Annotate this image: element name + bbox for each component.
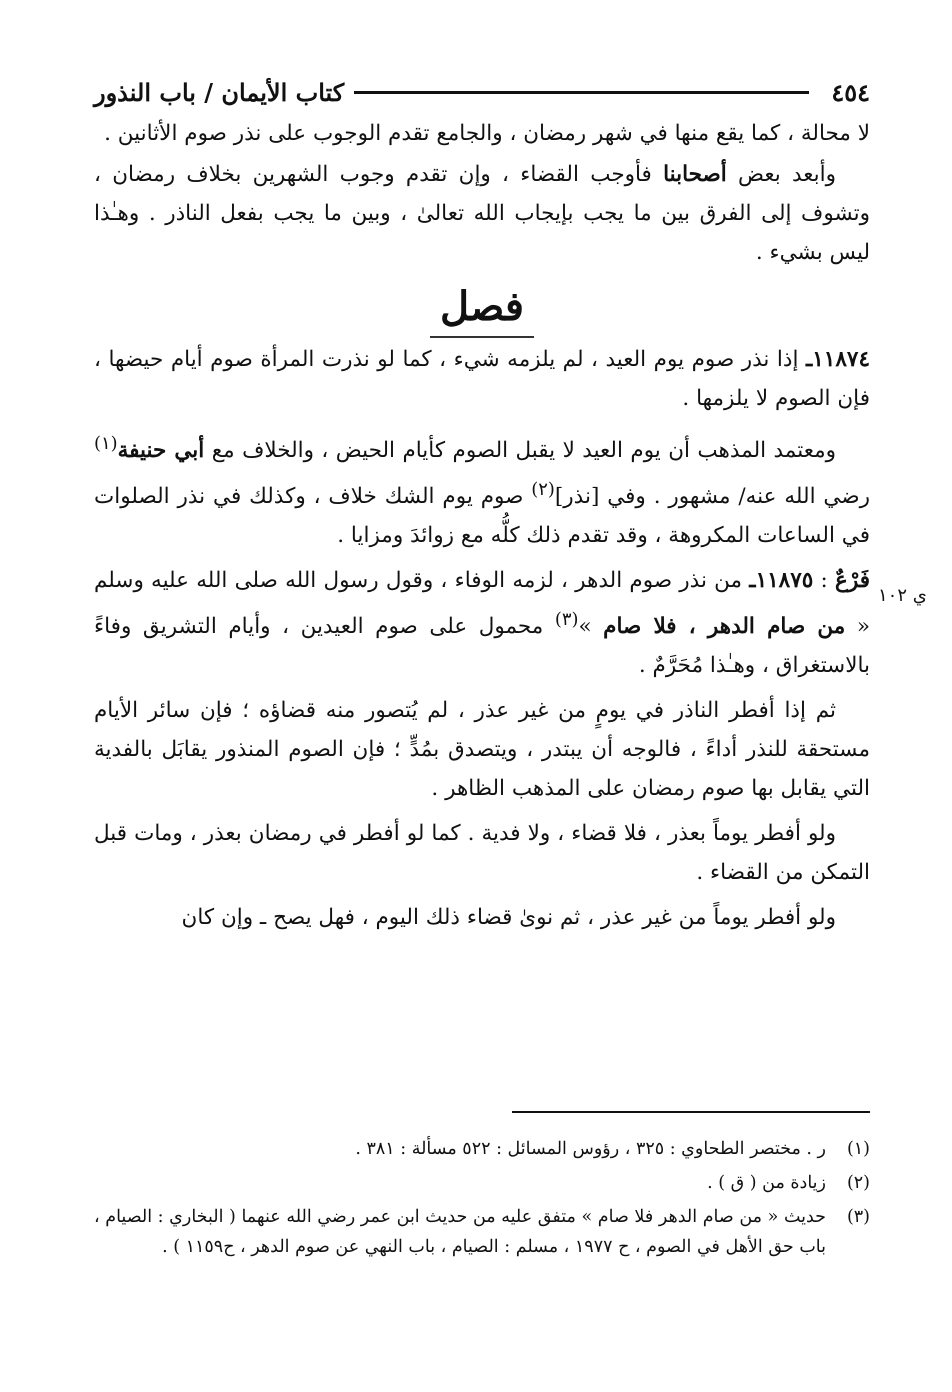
paragraph-7: ولو أفطر يوماً بعذر ، فلا قضاء ، ولا فدية . كما لو أفطر في رمضان بعذر ، ومات قبل التمكن من القضاء . <box>94 821 870 886</box>
paragraph-1: لا محالة ، كما يقع منها في شهر رمضان ، والجامع تقدم الوجوب على نذر صوم الأثانين . <box>104 121 870 146</box>
footnote: (٣) حديث « من صام الدهر فلا صام » متفق عليه من حديث ابن عمر رضي الله عنهما ( البخاري : الصيام ، باب حق الأهل في الصوم ، ح ١٩٧٧ ، مسلم : الصيام ، باب النهي عن صوم الدهر ، ح١١٥٩ ) . <box>94 1207 870 1257</box>
paragraph-8: ولو أفطر يوماً من غير عذر ، ثم نوىٰ قضاء ذلك اليوم ، فهل يصح ـ وإن كان <box>181 905 836 931</box>
footnotes <box>94 1134 870 1266</box>
header-rule <box>354 91 809 94</box>
bold-name: أبي حنيفة <box>117 438 205 464</box>
footnote: (٢) زيادة من ( ق ) . <box>707 1173 870 1193</box>
footnote-ref: (٣) <box>554 609 579 631</box>
running-title: كتاب الأيمان / باب النذور <box>94 77 345 107</box>
paragraph-6: ثم إذا أفطر الناذر في يومٍ من غير عذر ، لم يُتصور منه قضاؤه ؛ فإن سائر الأيام مستحقة للنذر أداءً ، فالوجه أن يبتدر ، ويتصدق بمُدٍّ ؛ فإن الصوم المنذور يقابَل بالفدية التي يقابل بها صوم رمضان على المذهب الظاهر . <box>94 698 870 802</box>
footnote-rule <box>512 1111 870 1113</box>
paragraph-5: فَرْعٌ : ١١٨٧٥ـ من نذر صوم الدهر ، لزمه الوفاء ، وقول رسول الله صلى الله عليه وسلم « من صام الدهر ، فلا صام »$^{(٣)}$ محمول على صوم العيدين ، وأيام التشريق وفاءً بالاستغراق ، وهـٰذا مُحَرَّمٌ . <box>94 568 870 679</box>
bold-term: أصحابنا <box>663 162 727 187</box>
bold-hadith: من صام الدهر ، فلا صام <box>603 614 846 640</box>
issue-number: ١١٨٧٤ـ <box>805 347 870 372</box>
running-header <box>94 70 870 114</box>
main-text <box>94 114 870 937</box>
footnote: (١) ر . مختصر الطحاوي : ٣٢٥ ، رؤوس المسائل : ٥٢٢ مسألة : ٣٨١ . <box>355 1139 870 1159</box>
page <box>94 70 870 943</box>
footnote-ref: (١) <box>94 433 118 454</box>
section-heading: فصل <box>94 278 870 336</box>
far-label: فَرْعٌ <box>835 568 870 594</box>
paragraph-4: ومعتمد المذهب أن يوم العيد لا يقبل الصوم كأيام الحيض ، والخلاف مع أبي حنيفة$^{(١)}$ رضي الله عنه/ مشهور . وفي [نذر]$^{(٢)}$ صوم يوم الشك خلاف ، وكذلك في نذر الصلوات في الساعات المكروهة ، وقد تقدم ذلك كلُّه مع زوائدَ ومزايا . <box>94 433 870 549</box>
page-number: ٤٥٤ <box>831 77 870 107</box>
margin-note: ي ١٠٢ <box>878 585 927 606</box>
paragraph-3: ١١٨٧٤ـ إذا نذر صوم يوم العيد ، لم يلزمه شيء ، كما لو نذرت المرأة صوم أيام حيضها ، فإن الصوم لا يلزمها . <box>94 347 870 411</box>
paragraph-2: وأبعد بعض أصحابنا فأوجب القضاء ، وإن تقدم وجوب الشهرين بخلاف رمضان ، وتشوف إلى الفرق بين ما يجب بإيجاب الله تعالىٰ ، وبين ما يجب بفعل الناذر . وهـٰذا ليس بشيء . <box>94 162 870 265</box>
footnote-ref: (٢) <box>531 479 555 501</box>
issue-number: ١١٨٧٥ـ <box>749 568 814 594</box>
